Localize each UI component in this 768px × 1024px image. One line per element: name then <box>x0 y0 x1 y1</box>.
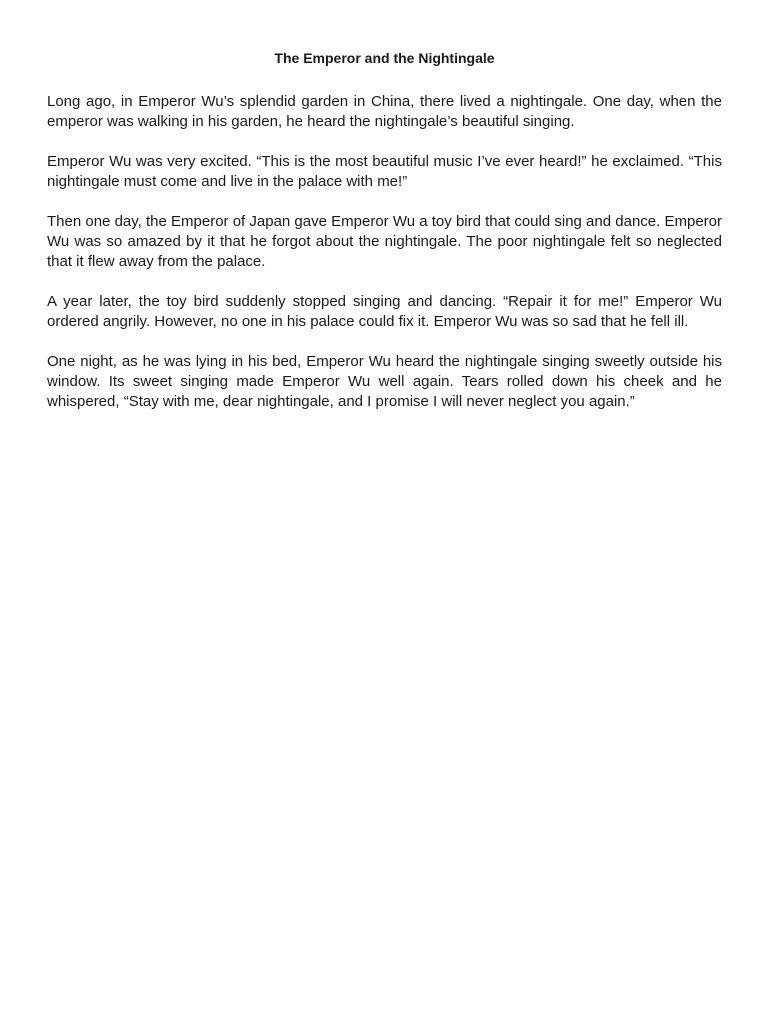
paragraph-1: Long ago, in Emperor Wu’s splendid garden in China, there lived a nightingale. One day, when the emperor was walking in his garden, he heard the nightingale’s beautiful singing. <box>47 93 722 130</box>
paragraph-4: A year later, the toy bird suddenly stopped singing and dancing. “Repair it for me!” Emperor Wu ordered angrily. However, no one in his palace could fix it. Emperor Wu was so sad that he fell ill. <box>47 293 722 330</box>
paragraph-2: Emperor Wu was very excited. “This is the most beautiful music I’ve ever heard!” he exclaimed. “This nightingale must come and live in the palace with me!” <box>47 153 722 190</box>
document-page <box>47 48 722 432</box>
paragraph-5: One night, as he was lying in his bed, Emperor Wu heard the nightingale singing sweetly outside his window. Its sweet singing made Emperor Wu well again. Tears rolled down his cheek and he whispered, “Stay with me, dear nightingale, and I promise I will never neglect you again.” <box>47 353 722 410</box>
document-title: The Emperor and the Nightingale <box>274 50 495 66</box>
paragraph-3: Then one day, the Emperor of Japan gave Emperor Wu a toy bird that could sing and dance. Emperor Wu was so amazed by it that he forgot about the nightingale. The poor nightingale felt so neglected that it flew away from the palace. <box>47 213 722 270</box>
